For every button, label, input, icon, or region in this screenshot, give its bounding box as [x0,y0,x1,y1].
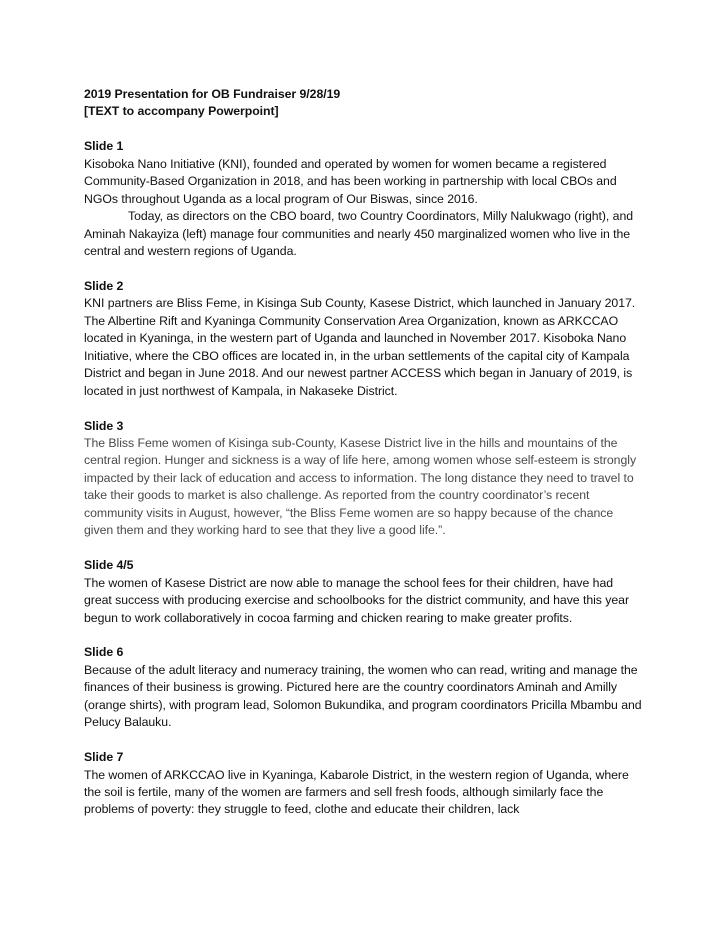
section-paragraph: Kisoboka Nano Initiative (KNI), founded and operated by women for women became a registered Community-Based Organization in 2018, and has been working in partnership with local CBOs and NGOs throughout Uganda as a local program of Our Biswas, since 2016. [84,156,617,206]
section-slide-2 [84,278,644,400]
spacer [84,732,644,749]
document-page [84,86,644,819]
section-slide-3 [84,418,644,540]
section-paragraph: The women of ARKCCAO live in Kyaninga, Kabarole District, in the western region of Uganda, where the soil is fertile, many of the women are farmers and sell fresh foods, although similarly face the problems of poverty: they struggle to feed, clothe and educate their children, lack [84,767,629,817]
section-paragraph: Because of the adult literacy and numeracy training, the women who can read, writing and manage the finances of their business is growing. Pictured here are the country coordinators Aminah and Amilly (orange shirts), with program lead, Solomon Bukundika, and program coordinators Pricilla Mbambu and Pelucy Balauku. [84,662,642,730]
section-paragraph [84,208,644,260]
section-paragraph: The women of Kasese District are now able to manage the school fees for their children, have had great success with producing exercise and schoolbooks for the district community, and have this year begun to work collaboratively in cocoa farming and chicken rearing to make greater profits. [84,575,629,625]
section-heading: Slide 6 [84,645,124,660]
spacer [84,400,644,417]
section-paragraph: The Bliss Feme women of Kisinga sub-County, Kasese District live in the hills and mountains of the central region. Hunger and sickness is a way of life here, among women whose self-esteem is strongly impacted by their lack of education and access to information. The long distance they need to travel to take their goods to market is also challenge. As reported from the country coordinator’s recent community visits in August, however, “the Bliss Feme women are so happy because of the chance given them and they working hard to see that they live a good life.”. [84,436,637,538]
section-slide-6 [84,644,644,731]
section-slide-7 [84,749,644,819]
section-heading: Slide 1 [84,139,124,154]
spacer [84,261,644,278]
section-heading: Slide 3 [84,418,124,433]
spacer [84,627,644,644]
spacer [84,121,644,138]
section-paragraph: KNI partners are Bliss Feme, in Kisinga Sub County, Kasese District, which launched in January 2017. The Albertine Rift and Kyaninga Community Conservation Area Organization, known as ARKCCAO located in Kyaninga, in the western part of Uganda and launched in November 2017. Kisoboka Nano Initiative, where the CBO offices are located in, in the urban settlements of the capital city of Kampala District and began in June 2018. And our newest partner ACCESS which began in January of 2019, is located in just northwest of Kampala, in Nakaseke District. [84,296,636,398]
section-heading: Slide 4/5 [84,558,134,573]
document-subtitle: [TEXT to accompany Powerpoint] [84,104,279,119]
spacer [84,540,644,557]
document-title: 2019 Presentation for OB Fundraiser 9/28/19 [84,87,341,101]
indented-paragraph-text: Today, as directors on the CBO board, two Country Coordinators, Milly Nalukwago (right), and Aminah Nakayiza (left) manage four communities and nearly 450 marginalized women who live in the central and western regions of Uganda. [84,209,634,259]
section-heading: Slide 7 [84,750,124,765]
section-heading: Slide 2 [84,278,124,293]
section-slide-1 [84,138,644,260]
section-slide-4-5 [84,557,644,627]
